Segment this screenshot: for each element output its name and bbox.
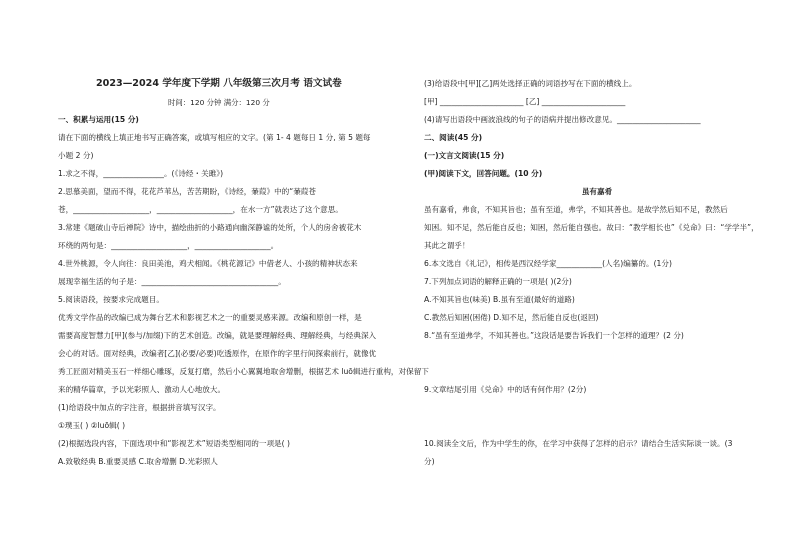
- passage-line-5: 来的精华篇章，予以光彩照人、激动人心地放大。: [58, 385, 226, 394]
- question-7-options-ab: A.不知其旨也(味美) B.虽有至道(最好的道路): [424, 295, 575, 304]
- question-9: 9.文章结尾引用《兑命》中的话有何作用？(2分): [424, 385, 587, 394]
- question-7-options-cd: C.教然后知困(困倦) D.知不足，然后能自反也(返回): [424, 313, 599, 322]
- passage-line-2: 需要高度智慧力[甲](参与/加缀)下的艺术创造。改编，就是要理解经典、理解经典，与经典深入: [58, 331, 377, 340]
- passage-title: 虽有嘉肴: [581, 187, 613, 196]
- sub-question-2-options: A.致敬经典 B.重要灵感 C.取舍增删 D.光彩照人: [58, 457, 218, 466]
- question-8: 8.“虽有至道弗学，不知其善也。”这段话是要告诉我们一个怎样的道理？(2 分): [424, 331, 684, 340]
- question-3-line-1: 3.常建《题破山寺后禅院》诗中，描绘曲折的小路通向幽深静谧的处所，个人的房舍被花木: [58, 223, 362, 232]
- exam-meta: 时间：120 分钟 满分：120 分: [168, 98, 270, 107]
- passage-line-1: 优秀文学作品的改编已成为舞台艺术和影视艺术之一的重要灵感来源。改编和原创一样，是: [58, 313, 362, 322]
- classical-line-2: 知困。知不足，然后能自反也；知困，然后能自强也。故曰：“教学相长也”《兑命》曰：“学学半”，: [424, 223, 759, 232]
- instruction-line-2: 小题 2 分): [58, 151, 94, 160]
- question-4-line-1: 4.世外桃源，令人向往：良田美池，鸡犬相闻。《桃花源记》中借老人、小孩的精神状态来: [58, 259, 358, 268]
- classical-heading: (一)文言文阅读(15 分): [424, 151, 505, 160]
- passage-line-3: 会心的对话。面对经典，改编者[乙](必要/必要)吃透原作，在原作的字里行间探索前行，就像优: [58, 349, 377, 358]
- question-2-line-2: 苍，____________________，____________________，在水一方”就表达了这个意思。: [58, 205, 343, 214]
- sub-question-4: (4)请写出语段中画波浪线的句子的语病并提出修改意见。______________________: [424, 115, 701, 124]
- question-5-heading: 5.阅读语段，按要求完成题目。: [58, 295, 164, 304]
- instruction-line-1: 请在下面的横线上填正地书写正确答案，或填写相应的文字。(第 1- 4 题每日 1 分, 第 5 题每: [58, 133, 371, 142]
- sub-question-1-answers: ①璞玉( ) ②luō辑( ): [58, 421, 126, 430]
- question-10-line-2: 分): [424, 457, 435, 466]
- sub-question-1: (1)给语段中加点的字注音，根据拼音填写汉字。: [58, 403, 221, 412]
- question-1: 1.求之不得，________________。(《诗经・关雎》): [58, 169, 224, 178]
- question-6: 6.本文选自《礼记》，相传是西汉经学家____________(人名)编纂的。(1分): [424, 259, 672, 268]
- question-4-line-2: 展现幸福生活的句子是：____________________________________。: [58, 277, 286, 286]
- question-2-line-1: 2.思慕美面，望而不得，花花芦苇丛，苦苦期盼，《诗经，蒹葭》中的“蒹葭苍: [58, 187, 316, 196]
- question-3-line-2: 环绕的两句是：____________________，____________________。: [58, 241, 279, 250]
- question-7: 7.下列加点词语的解释正确的一项是( )(2分): [424, 277, 572, 286]
- passage-line-4: 秀工匠面对精美玉石一样细心雕琢，反复打磨，然后小心翼翼地取舍增删，根据艺术 luō辑进行重构，对保留下: [58, 367, 429, 376]
- classical-line-3: 其此之谓乎！: [424, 241, 470, 250]
- sub-question-3-answers: [甲] ______________________ [乙] ______________________: [424, 97, 626, 106]
- exam-title: 2023—2024 学年度下学期 八年级第三次月考 语文试卷: [96, 78, 342, 89]
- question-10-line-1: 10.阅读全文后，作为中学生的你，在学习中获得了怎样的启示？请结合生活实际谈一谈。(3: [424, 439, 733, 448]
- classical-line-1: 虽有嘉肴，弗食，不知其旨也；虽有至道，弗学，不知其善也。是故学然后知不足，教然后: [424, 205, 728, 214]
- sub-question-2: (2)根据选段内容，下面选项中和“影视艺术”短语类型相同的一项是( ): [58, 439, 290, 448]
- passage-a-heading: (甲)阅读下文，回答问题。(10 分): [424, 169, 543, 178]
- sub-question-3: (3)给语段中[甲][乙]两处选择正确的词语抄写在下面的横线上。: [424, 79, 637, 88]
- section-2-heading: 二、阅读(45 分): [424, 133, 483, 142]
- section-1-heading: 一、积累与运用(15 分): [58, 115, 139, 124]
